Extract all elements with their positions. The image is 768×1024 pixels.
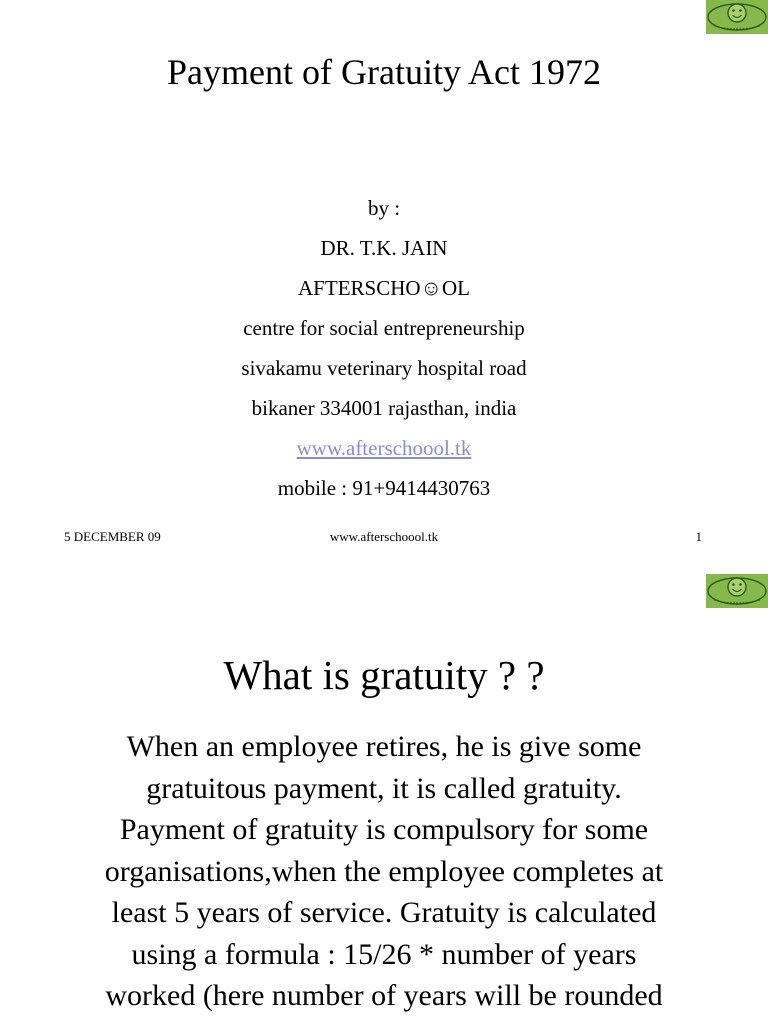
organization-name: AFTERSCHO☺OL bbox=[298, 276, 470, 300]
body-line: organisations,when the employee completes at bbox=[104, 854, 664, 888]
body-line: When an employee retires, he is give some bbox=[126, 730, 642, 763]
organization-tagline: centre for social entrepreneurship bbox=[243, 316, 525, 340]
byline-by: by : bbox=[367, 196, 401, 220]
author-block bbox=[0, 188, 768, 508]
footer-date: 5 DECEMBER 09 bbox=[64, 529, 161, 544]
smiley-logo-icon bbox=[706, 574, 768, 608]
slide-2 bbox=[0, 568, 768, 1024]
body-line: least 5 years of service. Gratuity is calculated bbox=[111, 896, 657, 929]
footer-url: www.afterschoool.tk bbox=[329, 529, 439, 544]
slide-title: Payment of Gratuity Act 1972 bbox=[167, 52, 601, 92]
slide-title: What is gratuity ? ? bbox=[223, 652, 545, 698]
body-line: gratuitous payment, it is called gratuity. bbox=[146, 771, 622, 805]
page-number: 1 bbox=[695, 529, 702, 544]
author-name: DR. T.K. JAIN bbox=[320, 236, 448, 260]
body-line: using a formula : 15/26 * number of years bbox=[131, 937, 637, 971]
smiley-logo-icon bbox=[706, 0, 768, 34]
address-line-1: sivakamu veterinary hospital road bbox=[241, 356, 527, 380]
slide-footer bbox=[0, 528, 768, 546]
mobile-number: mobile : 91+9414430763 bbox=[277, 476, 491, 500]
website-link[interactable]: www.afterschoool.tk bbox=[296, 436, 472, 460]
slide-body bbox=[40, 726, 728, 1017]
address-line-2: bikaner 334001 rajasthan, india bbox=[251, 396, 517, 420]
body-line: worked (here number of years will be rounded bbox=[105, 979, 663, 1012]
body-line: Payment of gratuity is compulsory for some bbox=[119, 813, 649, 846]
